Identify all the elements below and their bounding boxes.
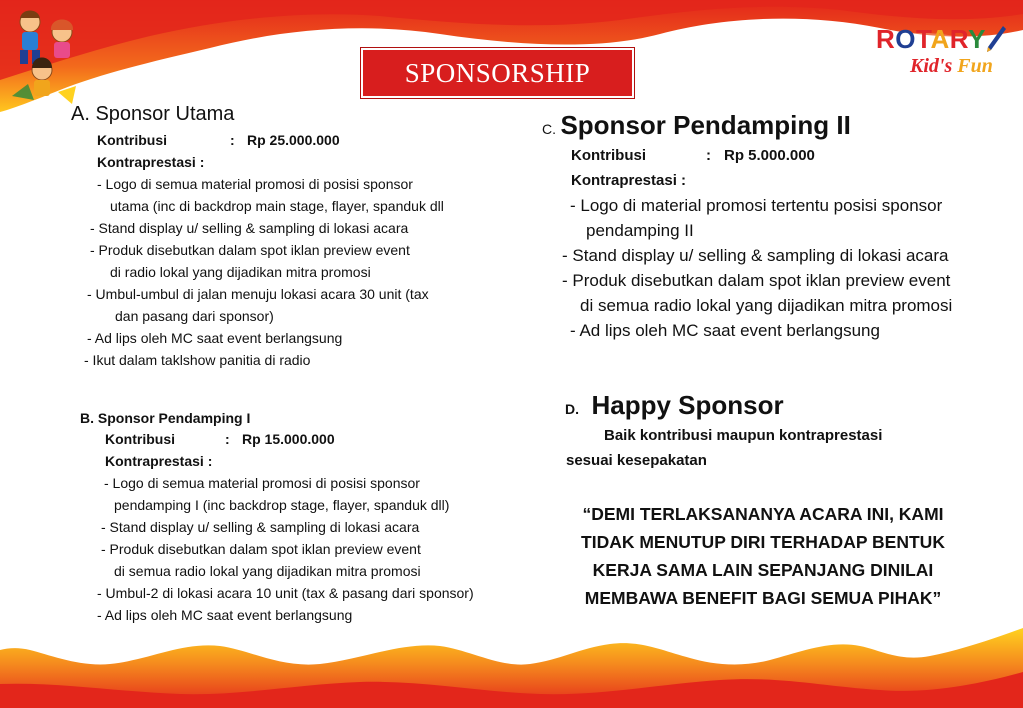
section-c-kontraprestasi: Kontraprestasi : (571, 172, 687, 189)
pencil-icon (985, 24, 1007, 54)
section-b-heading (80, 411, 250, 425)
section-a-line: - Ad lips oleh MC saat event berlangsung (87, 330, 343, 346)
section-b-line: - Stand display u/ selling & sampling di lokasi acara (101, 519, 420, 535)
section-c-line: - Ad lips oleh MC saat event berlangsung (570, 321, 880, 340)
quote-line: TIDAK MENUTUP DIRI TERHADAP BENTUK (581, 532, 945, 552)
section-b-line: - Produk disebutkan dalam spot iklan preview event (101, 541, 421, 557)
section-c-line: - Logo di material promosi tertentu posisi sponsor (570, 196, 943, 215)
kids-illustration (6, 4, 86, 114)
section-c-line: pendamping II (586, 221, 694, 240)
section-a-line: dan pasang dari sponsor) (115, 308, 274, 324)
section-b-kontraprestasi: Kontraprestasi : (105, 453, 213, 469)
quote-line: “DEMI TERLAKSANANYA ACARA INI, KAMI (582, 504, 944, 524)
section-c-kontribusi-sep: : (706, 147, 711, 164)
kids-fun-logo: Kid's Fun (910, 55, 993, 77)
section-a-line: utama (inc di backdrop main stage, flayer, spanduk dll (110, 198, 444, 214)
section-d-heading (565, 392, 784, 418)
rotary-logo: ROTARY (876, 24, 986, 54)
section-c-heading (542, 112, 851, 138)
section-b-line: di semua radio lokal yang dijadikan mitra promosi (114, 563, 421, 579)
page-title (361, 48, 634, 98)
section-a-kontribusi-sep: : (230, 132, 235, 148)
section-a-kontribusi (97, 133, 167, 147)
section-a-line: - Umbul-umbul di jalan menuju lokasi acara 30 unit (tax (87, 286, 429, 302)
quote-line: KERJA SAMA LAIN SEPANJANG DINILAI (592, 560, 934, 580)
closing-quote (548, 500, 978, 612)
section-c-line: - Stand display u/ selling & sampling di lokasi acara (562, 246, 949, 265)
section-b-line: - Logo di semua material promosi di posisi sponsor (104, 475, 420, 491)
section-a-line: - Ikut dalam taklshow panitia di radio (84, 352, 311, 368)
page-title-text: SPONSORSHIP (404, 57, 591, 88)
section-a-kontraprestasi: Kontraprestasi : (97, 154, 205, 170)
section-c-title: Sponsor Pendamping II (560, 110, 851, 140)
kontribusi-label: Kontribusi (97, 132, 167, 148)
section-c-kontribusi: Kontribusi (571, 147, 646, 164)
section-b-line: pendamping I (inc backdrop stage, flayer, spanduk dll) (114, 497, 450, 513)
section-a-title: Sponsor Utama (95, 103, 235, 125)
section-b-line: - Umbul-2 di lokasi acara 10 unit (tax & pasang dari sponsor) (97, 585, 474, 601)
section-d-title: Happy Sponsor (591, 390, 784, 420)
section-c-kontribusi-value: Rp 5.000.000 (724, 147, 815, 164)
section-b-kontribusi: Kontribusi (105, 431, 175, 447)
section-a-line: - Stand display u/ selling & sampling di lokasi acara (90, 220, 409, 236)
section-a-line: - Logo di semua material promosi di posisi sponsor (97, 176, 413, 192)
section-a-line: di radio lokal yang dijadikan mitra promosi (110, 264, 371, 280)
section-b-title: Sponsor Pendamping I (97, 410, 251, 426)
section-b-kontribusi-value: Rp 15.000.000 (242, 431, 335, 447)
section-a-kontribusi-value: Rp 25.000.000 (247, 132, 340, 148)
quote-line: MEMBAWA BENEFIT BAGI SEMUA PIHAK” (584, 588, 942, 608)
section-c-line: di semua radio lokal yang dijadikan mitra promosi (580, 296, 953, 315)
section-d-line: Baik kontribusi maupun kontraprestasi (604, 427, 883, 444)
section-d-line: sesuai kesepakatan (566, 452, 707, 469)
section-b-kontribusi-sep: : (225, 431, 230, 447)
section-a-letter: A. (71, 103, 90, 125)
section-b-letter: B. (80, 410, 94, 426)
section-c-letter: C. (542, 121, 556, 137)
section-b-line: - Ad lips oleh MC saat event berlangsung (97, 607, 353, 623)
section-a-line: - Produk disebutkan dalam spot iklan preview event (90, 242, 410, 258)
section-a-heading (71, 104, 234, 124)
section-c-line: - Produk disebutkan dalam spot iklan preview event (562, 271, 951, 290)
section-d-letter: D. (565, 401, 579, 417)
